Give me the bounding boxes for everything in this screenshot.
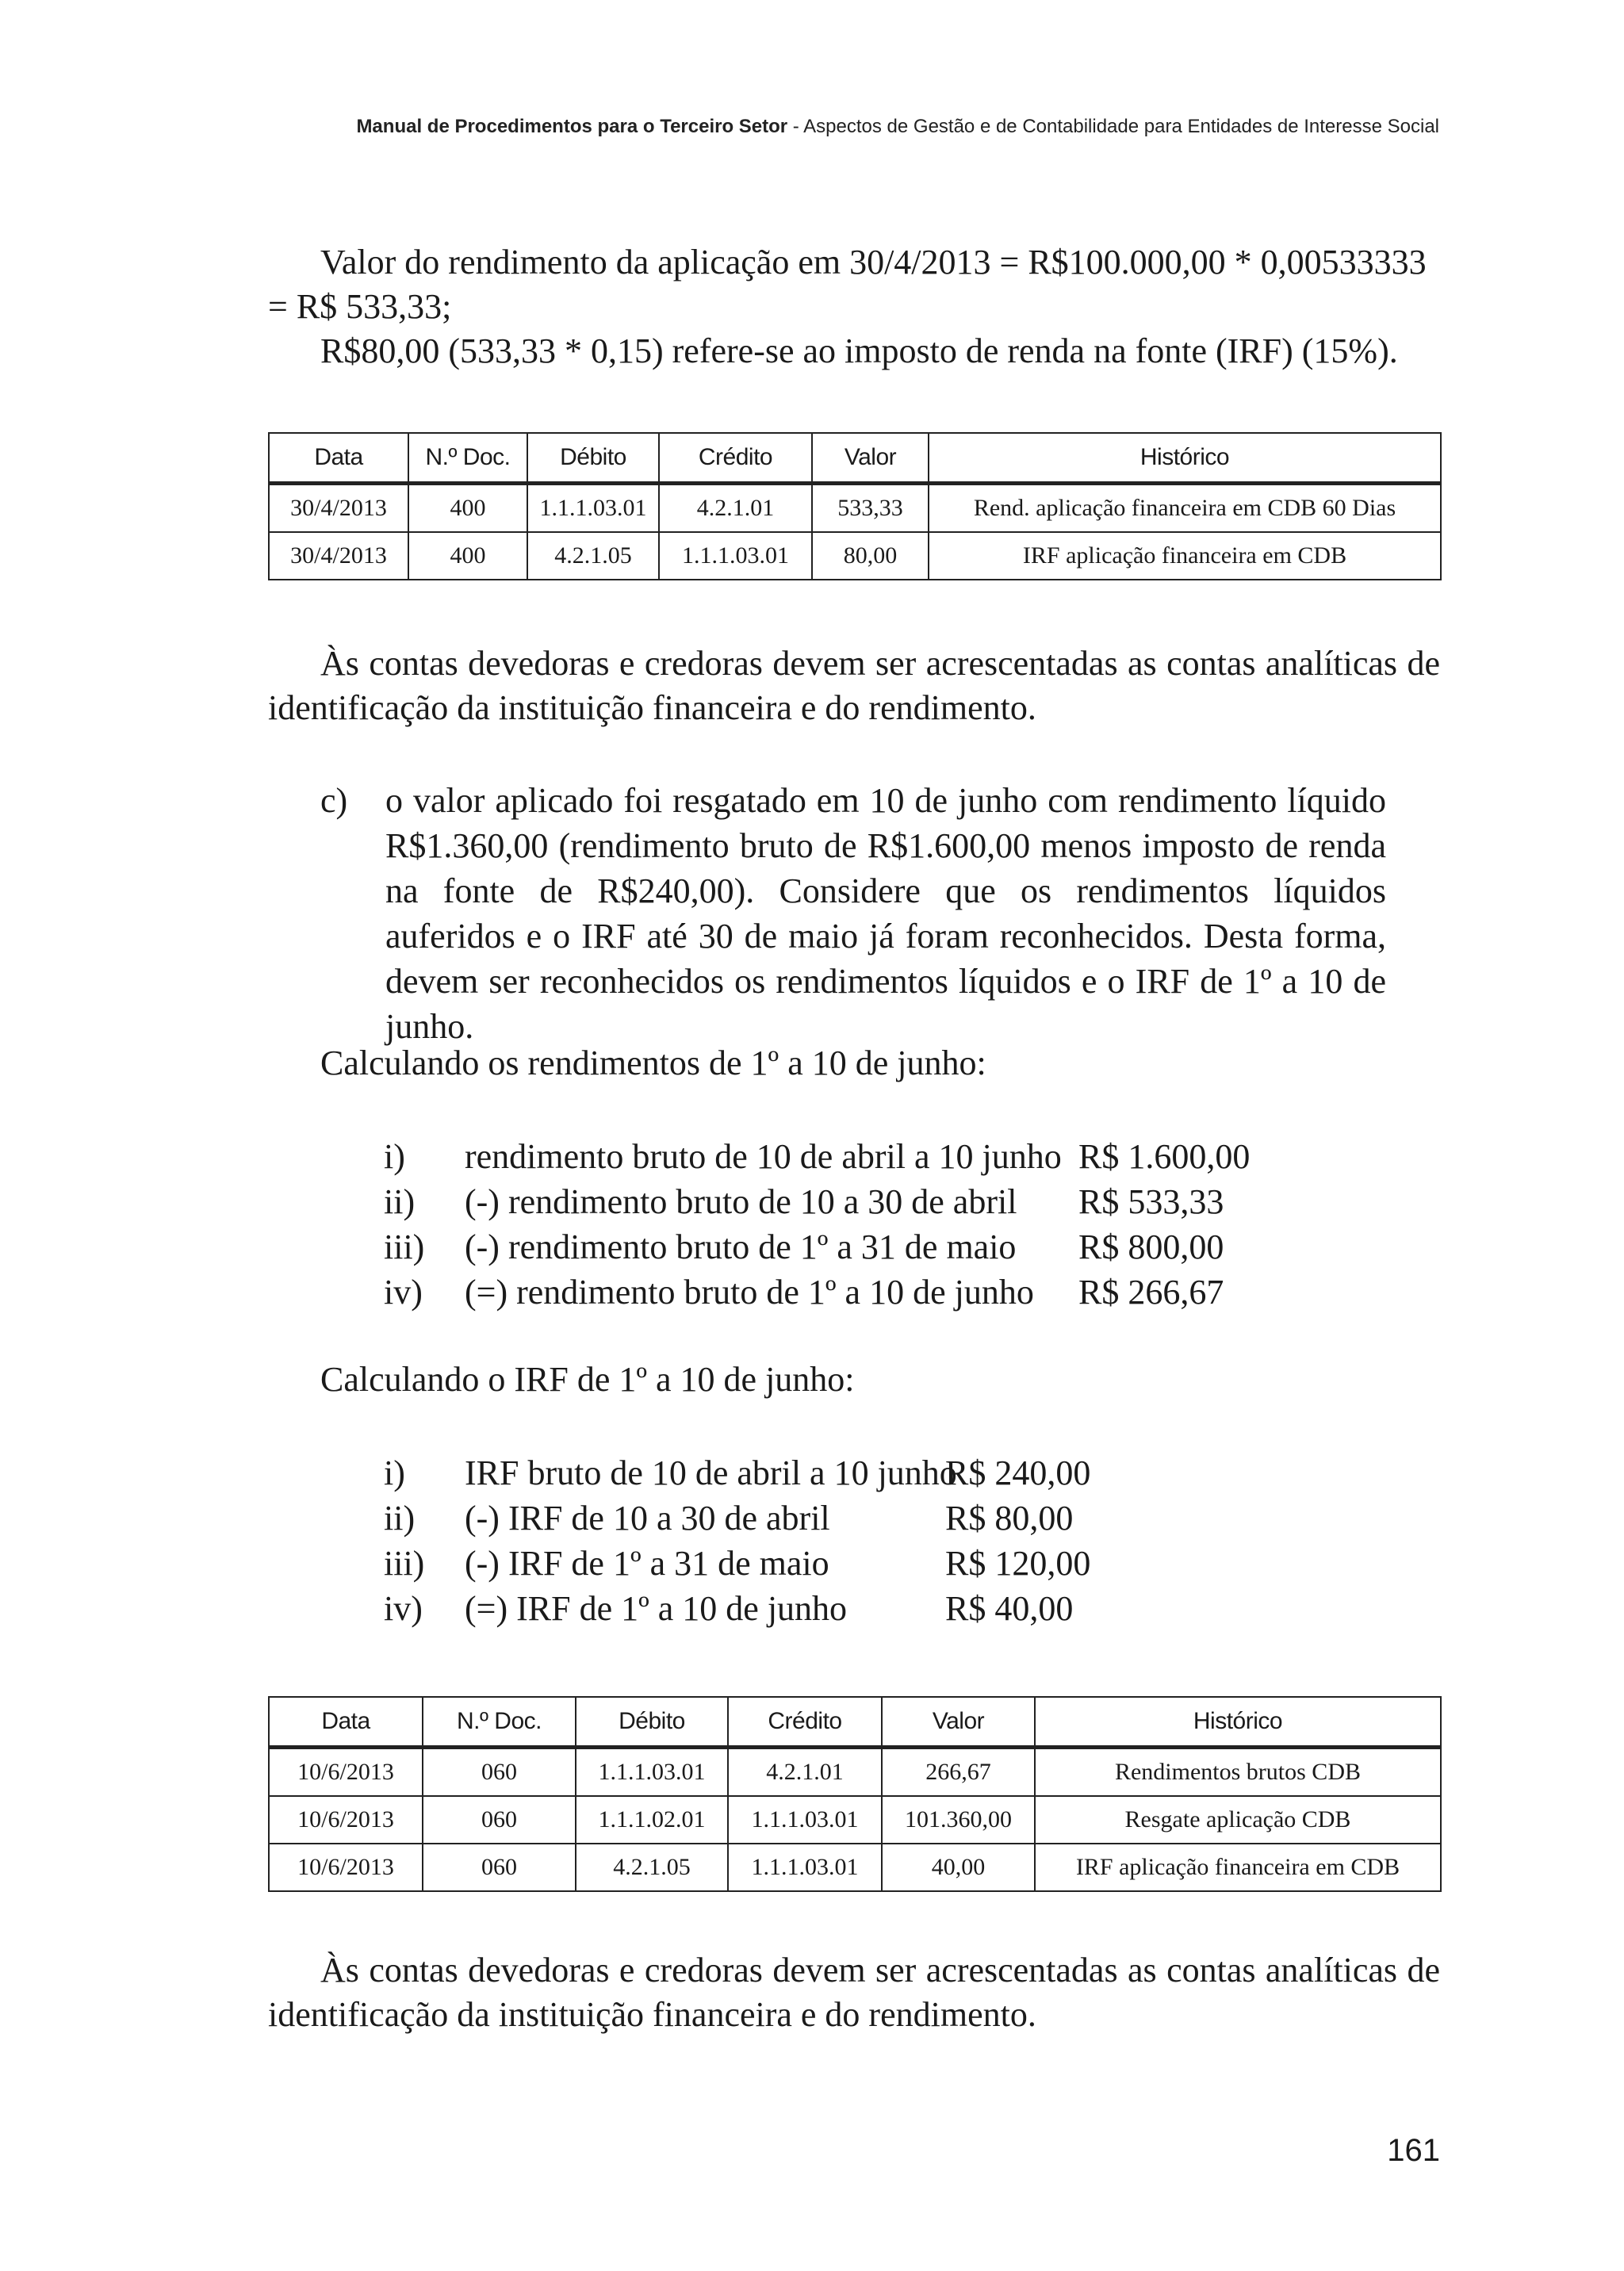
table-row <box>269 1844 1441 1891</box>
item-number: iv) <box>384 1589 423 1628</box>
col-header-credito: Crédito <box>728 1697 882 1748</box>
item-amount: R$ 120,00 <box>945 1544 1091 1583</box>
col-header-historico: Histórico <box>929 433 1441 484</box>
col-header-doc: N.º Doc. <box>423 1697 576 1748</box>
cell-data: 10/6/2013 <box>269 1748 423 1797</box>
cell-historico: Resgate aplicação CDB <box>1035 1796 1441 1844</box>
header-title-rest: - Aspectos de Gestão e de Contabilidade para Entidades de Interesse Social <box>787 116 1439 137</box>
col-header-data: Data <box>269 433 408 484</box>
cell-credito: 4.2.1.01 <box>728 1748 882 1797</box>
cell-doc: 060 <box>423 1796 576 1844</box>
paragraph-line-2: = R$ 533,33; <box>268 287 452 326</box>
cell-data: 30/4/2013 <box>269 484 408 533</box>
calc-list-irf <box>384 1450 1177 1631</box>
table-header-row <box>269 1697 1441 1748</box>
list-item <box>384 1224 1280 1270</box>
item-description: rendimento bruto de 10 de abril a 10 junho <box>465 1137 1062 1176</box>
item-description: (-) rendimento bruto de 10 a 30 de abril <box>465 1182 1017 1221</box>
item-number: i) <box>384 1453 405 1492</box>
item-amount: R$ 40,00 <box>945 1589 1074 1628</box>
cell-doc: 060 <box>423 1748 576 1797</box>
list-item <box>384 1495 1177 1541</box>
list-item-text: o valor aplicado foi resgatado em 10 de junho com rendimento líquido R$1.360,00 (rendimento bruto de R$1.600,00 menos imposto de renda na fonte de R$240,00). Considere que os rendimentos líquidos auferidos e o IRF até 30 de maio já foram reconhecidos. Desta forma, devem ser reconhecidos os rendimentos líquidos e o IRF de 1º a 10 de junho. <box>385 781 1386 1046</box>
item-amount: R$ 266,67 <box>1078 1273 1224 1312</box>
table-row <box>269 484 1441 533</box>
list-item <box>384 1270 1280 1315</box>
cell-debito: 1.1.1.03.01 <box>527 484 659 533</box>
cell-debito: 4.2.1.05 <box>527 532 659 580</box>
item-amount: R$ 800,00 <box>1078 1227 1224 1266</box>
ledger-table-june <box>268 1696 1442 1892</box>
list-item <box>384 1134 1280 1179</box>
cell-credito: 1.1.1.03.01 <box>659 532 812 580</box>
cell-historico: IRF aplicação financeira em CDB <box>929 532 1441 580</box>
col-header-doc: N.º Doc. <box>408 433 527 484</box>
item-amount: R$ 240,00 <box>945 1453 1091 1492</box>
col-header-credito: Crédito <box>659 433 812 484</box>
cell-data: 30/4/2013 <box>269 532 408 580</box>
cell-valor: 80,00 <box>812 532 929 580</box>
cell-valor: 533,33 <box>812 484 929 533</box>
item-amount: R$ 1.600,00 <box>1078 1137 1251 1176</box>
cell-debito: 4.2.1.05 <box>576 1844 728 1891</box>
item-description: IRF bruto de 10 de abril a 10 junho <box>465 1453 957 1492</box>
col-header-debito: Débito <box>527 433 659 484</box>
calc-title-irf: Calculando o IRF de 1º a 10 de junho: <box>320 1360 855 1399</box>
col-header-historico: Histórico <box>1035 1697 1441 1748</box>
cell-debito: 1.1.1.03.01 <box>576 1748 728 1797</box>
paragraph-text: Às contas devedoras e credoras devem ser acrescentadas as contas analíticas de identificação da instituição financeira e do rendimento. <box>268 644 1440 727</box>
cell-doc: 060 <box>423 1844 576 1891</box>
col-header-valor: Valor <box>812 433 929 484</box>
cell-credito: 1.1.1.03.01 <box>728 1796 882 1844</box>
header-title-bold: Manual de Procedimentos para o Terceiro Setor <box>356 116 788 137</box>
list-item <box>384 1586 1177 1631</box>
cell-doc: 400 <box>408 484 527 533</box>
table-row <box>269 532 1441 580</box>
cell-data: 10/6/2013 <box>269 1844 423 1891</box>
cell-historico: IRF aplicação financeira em CDB <box>1035 1844 1441 1891</box>
item-number: iv) <box>384 1273 423 1312</box>
item-number: iii) <box>384 1227 425 1266</box>
paragraph-rendimento <box>268 240 1440 373</box>
cell-historico: Rendimentos brutos CDB <box>1035 1748 1441 1797</box>
list-item <box>384 1179 1280 1224</box>
paragraph-line-1: Valor do rendimento da aplicação em 30/4/2013 = R$100.000,00 * 0,00533333 <box>320 243 1427 281</box>
paragraph-line-3: R$80,00 (533,33 * 0,15) refere-se ao imposto de renda na fonte (IRF) (15%). <box>320 331 1398 370</box>
table-header-row <box>269 433 1441 484</box>
cell-valor: 40,00 <box>882 1844 1035 1891</box>
col-header-debito: Débito <box>576 1697 728 1748</box>
page-number: 161 <box>1387 2133 1440 2168</box>
item-description: (-) rendimento bruto de 1º a 31 de maio <box>465 1227 1017 1266</box>
ledger-table-april <box>268 432 1442 580</box>
paragraph-text: Às contas devedoras e credoras devem ser acrescentadas as contas analíticas de identificação da instituição financeira e do rendimento. <box>268 1951 1440 2034</box>
cell-valor: 101.360,00 <box>882 1796 1035 1844</box>
cell-credito: 1.1.1.03.01 <box>728 1844 882 1891</box>
list-item <box>384 1541 1177 1586</box>
calc-section-rendimentos <box>268 1041 1440 1086</box>
table-row <box>269 1748 1441 1797</box>
list-item-label: c) <box>320 781 348 820</box>
cell-valor: 266,67 <box>882 1748 1035 1797</box>
paragraph-contas-2 <box>268 1948 1440 2037</box>
col-header-valor: Valor <box>882 1697 1035 1748</box>
item-description: (-) IRF de 1º a 31 de maio <box>465 1544 829 1583</box>
item-amount: R$ 80,00 <box>945 1499 1074 1538</box>
item-description: (=) rendimento bruto de 1º a 10 de junho <box>465 1273 1034 1312</box>
item-description: (-) IRF de 10 a 30 de abril <box>465 1499 830 1538</box>
cell-historico: Rend. aplicação financeira em CDB 60 Dias <box>929 484 1441 533</box>
cell-data: 10/6/2013 <box>269 1796 423 1844</box>
cell-credito: 4.2.1.01 <box>659 484 812 533</box>
list-item <box>384 1450 1177 1495</box>
table-row <box>269 1796 1441 1844</box>
cell-doc: 400 <box>408 532 527 580</box>
cell-debito: 1.1.1.02.01 <box>576 1796 728 1844</box>
item-number: ii) <box>384 1182 416 1221</box>
calc-section-irf <box>268 1358 1440 1402</box>
item-number: i) <box>384 1137 405 1176</box>
item-number: ii) <box>384 1499 416 1538</box>
paragraph-contas-1 <box>268 641 1440 730</box>
running-header <box>356 116 1439 138</box>
item-number: iii) <box>384 1544 425 1583</box>
col-header-data: Data <box>269 1697 423 1748</box>
item-description: (=) IRF de 1º a 10 de junho <box>465 1589 848 1628</box>
calc-list-rendimentos <box>384 1134 1280 1315</box>
calc-title-rendimentos: Calculando os rendimentos de 1º a 10 de junho: <box>320 1044 986 1082</box>
item-amount: R$ 533,33 <box>1078 1182 1224 1221</box>
